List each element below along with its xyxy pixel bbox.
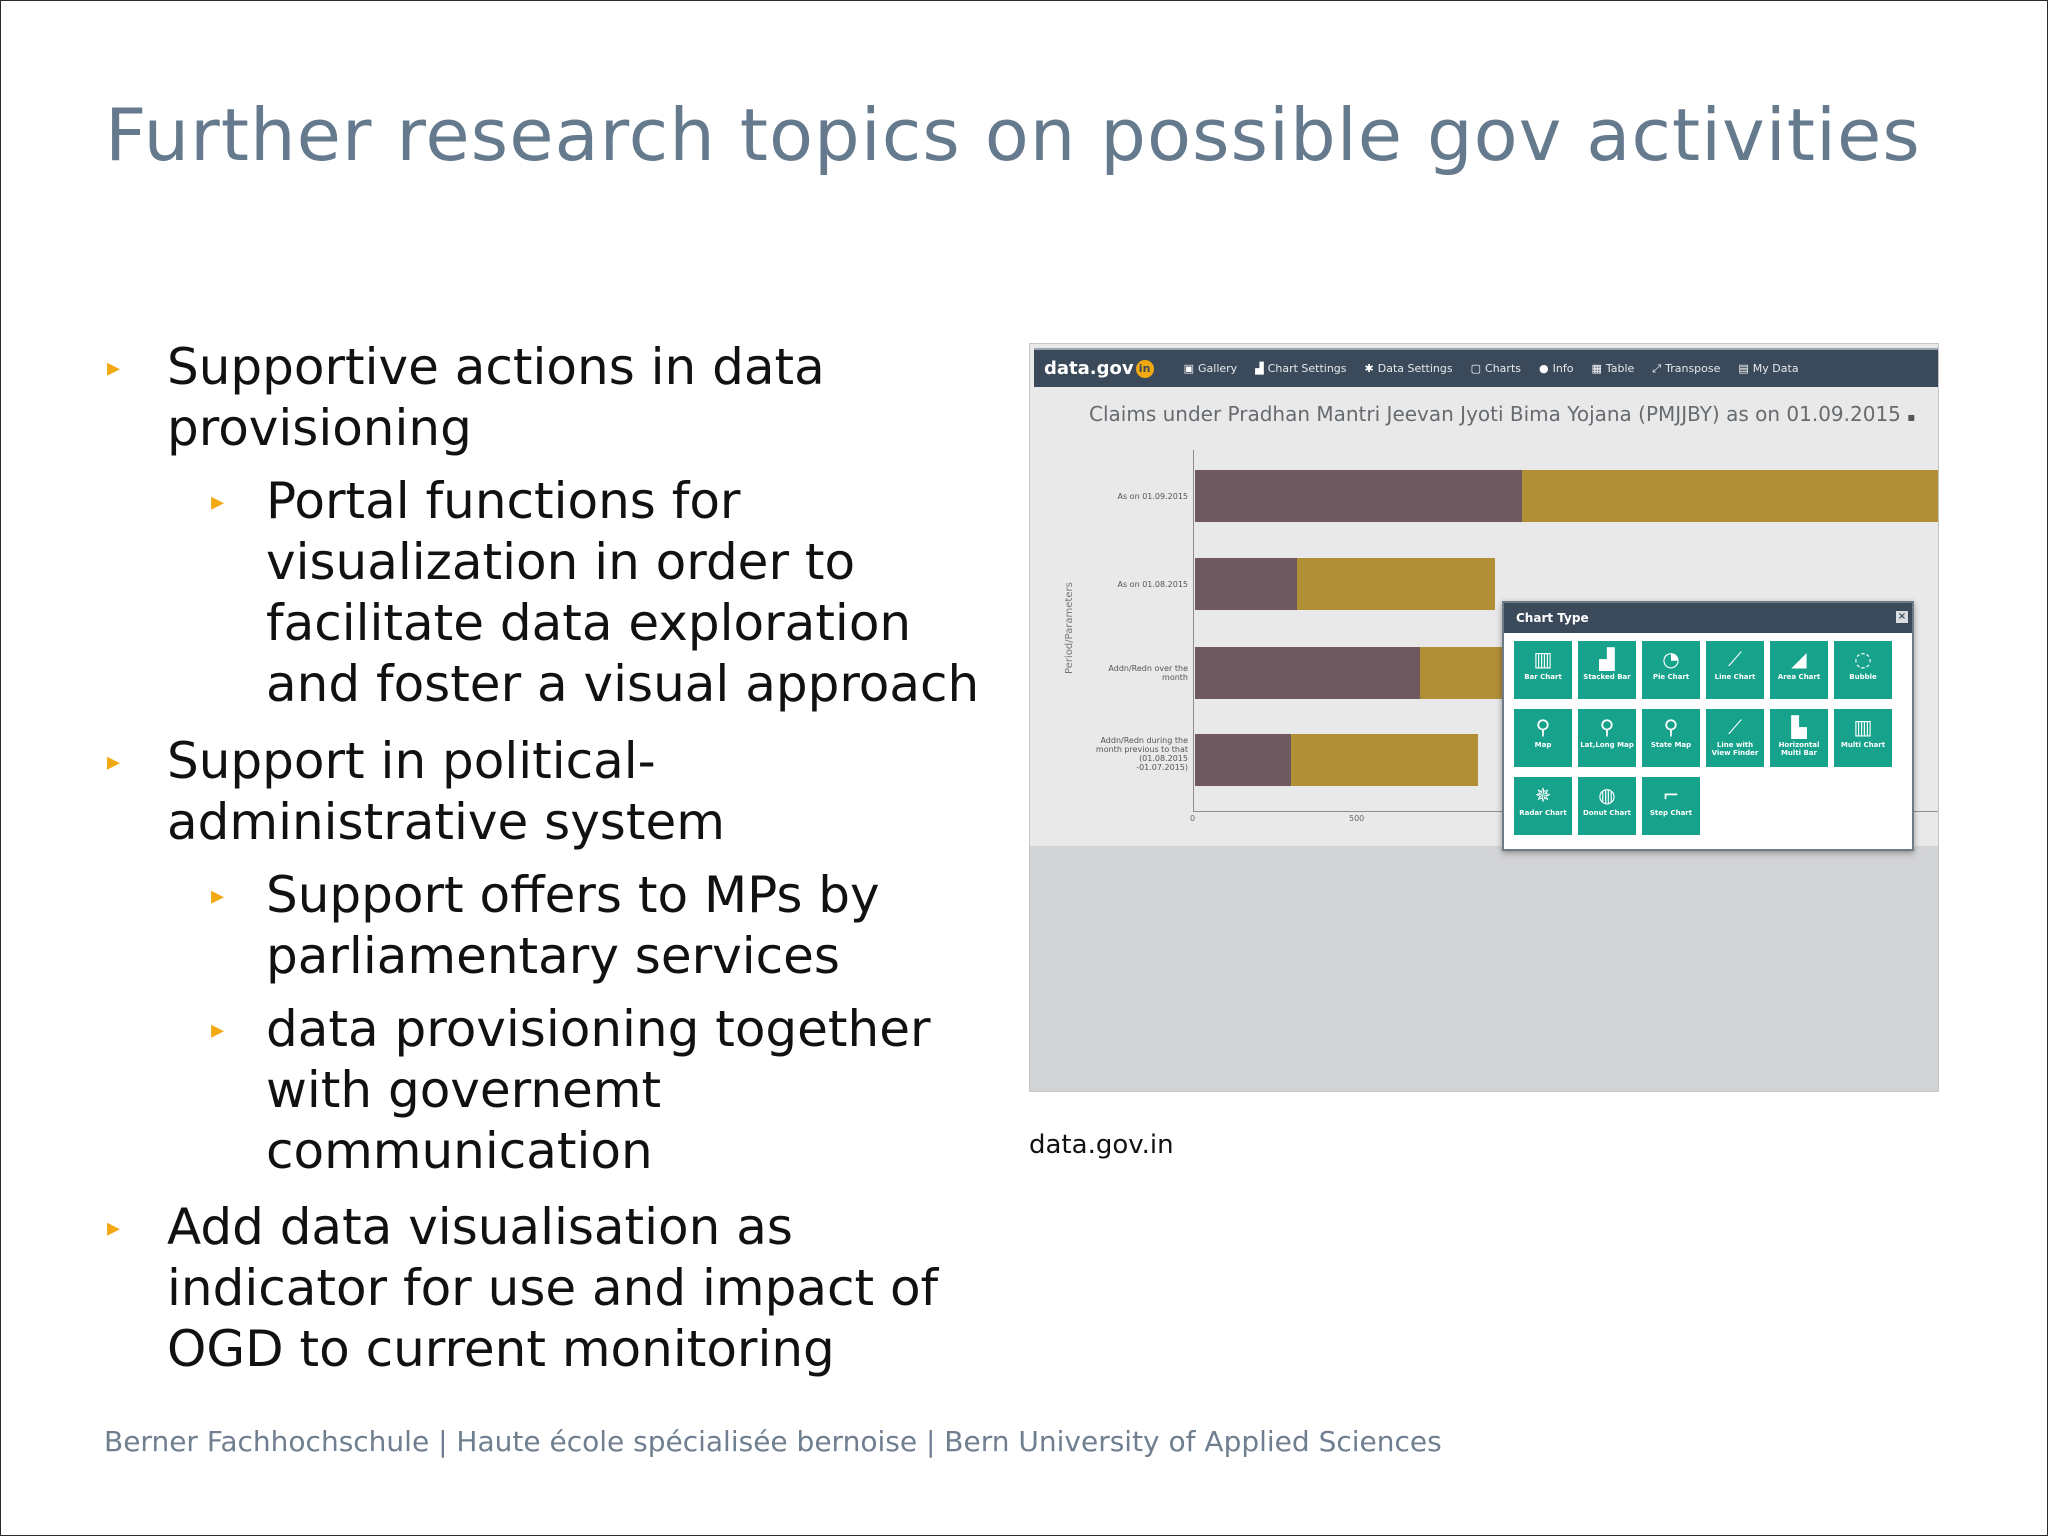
bullet-list — [1, 1, 1001, 1401]
dialog-header — [1504, 603, 1912, 633]
tile-label: Pie Chart — [1652, 673, 1690, 681]
bullet-marker-icon: ▸ — [211, 1015, 225, 1045]
nav-item-charts[interactable] — [1471, 362, 1521, 375]
bar-chart-icon: ▥ — [1533, 647, 1553, 671]
map-pin-icon: ⚲ — [1535, 715, 1551, 739]
nav-label: My Data — [1752, 362, 1799, 375]
tile-label: Donut Chart — [1582, 809, 1631, 817]
bar-segment — [1195, 558, 1297, 610]
tile-label: Step Chart — [1649, 809, 1693, 817]
row-label: Addn/Redn during the month previous to that (01.08.2015 -01.07.2015) — [1095, 736, 1188, 772]
tile-donut-chart[interactable] — [1578, 777, 1636, 835]
bullet-item — [211, 999, 931, 1182]
row-label: Addn/Redn over the month — [1108, 664, 1188, 682]
screenshot-chart-title — [1089, 402, 1915, 426]
bar-row[interactable] — [1195, 558, 1495, 610]
row-label: As on 01.08.2015 — [1117, 580, 1188, 589]
x-tick-label: 0 — [1190, 814, 1196, 823]
image-caption: data.gov.in — [1029, 1130, 1174, 1160]
tile-line-chart[interactable] — [1706, 641, 1764, 699]
bar-segment — [1195, 647, 1420, 699]
download-icon[interactable]: ▪ — [1907, 410, 1916, 424]
tile-state-map[interactable] — [1642, 709, 1700, 767]
close-icon[interactable]: × — [1897, 611, 1907, 622]
bar-segment — [1291, 734, 1478, 786]
nav-item-table[interactable] — [1591, 362, 1634, 375]
row-label: As on 01.09.2015 — [1117, 492, 1188, 501]
tile-label: State Map — [1650, 741, 1692, 749]
table-icon: ▦ — [1591, 362, 1602, 375]
screenshot-navbar — [1034, 348, 1938, 387]
tile-line-view-finder[interactable] — [1706, 709, 1764, 767]
chart-settings-icon: ▟ — [1255, 362, 1264, 375]
nav-item-info[interactable] — [1539, 362, 1573, 375]
map-pin-icon: ⚲ — [1663, 715, 1679, 739]
bullet-item — [107, 731, 725, 853]
bar-row[interactable] — [1195, 734, 1478, 786]
my-data-icon: ▤ — [1738, 362, 1749, 375]
bullet-marker-icon: ▸ — [211, 881, 225, 911]
x-tick-label: 500 — [1349, 814, 1365, 823]
area-chart-icon: ◢ — [1791, 647, 1807, 671]
bar-segment — [1297, 558, 1495, 610]
tile-horizontal-multi-bar[interactable] — [1770, 709, 1828, 767]
tile-multi-chart[interactable] — [1834, 709, 1892, 767]
tile-bubble[interactable] — [1834, 641, 1892, 699]
tile-label: Line with View Finder — [1711, 741, 1759, 757]
bubble-icon: ◌ — [1854, 647, 1872, 671]
step-chart-icon: ⌐ — [1662, 783, 1680, 807]
nav-label: Chart Settings — [1267, 362, 1347, 375]
info-icon: ● — [1539, 362, 1549, 375]
nav-item-gallery[interactable] — [1184, 362, 1238, 375]
tile-lat-long-map[interactable] — [1578, 709, 1636, 767]
bullet-item — [211, 471, 980, 715]
nav-item-chart-settings[interactable] — [1255, 362, 1346, 375]
nav-label: Gallery — [1198, 362, 1238, 375]
radar-chart-icon: ✵ — [1534, 783, 1552, 807]
tile-label: Stacked Bar — [1583, 673, 1631, 681]
donut-chart-icon: ◍ — [1598, 783, 1616, 807]
bullet-text: Supportive actions in data provisioning — [167, 338, 825, 457]
charts-icon: ▢ — [1470, 362, 1482, 375]
tile-label: Map — [1534, 741, 1552, 749]
bullet-item — [107, 337, 825, 459]
bar-segment — [1195, 470, 1522, 522]
bullet-item — [211, 865, 880, 987]
tile-label: Radar Chart — [1519, 809, 1567, 817]
tile-radar-chart[interactable] — [1514, 777, 1572, 835]
bullet-text: Support offers to MPs by parliamentary services — [266, 866, 880, 985]
y-axis-line — [1193, 450, 1194, 812]
chart-type-dialog — [1502, 601, 1914, 851]
bar-segment — [1522, 470, 1938, 522]
bullet-item — [107, 1197, 939, 1380]
nav-item-my-data[interactable] — [1738, 362, 1798, 375]
tile-label: Area Chart — [1777, 673, 1821, 681]
tile-label: Line Chart — [1714, 673, 1756, 681]
nav-label: Data Settings — [1377, 362, 1453, 375]
footer: Berner Fachhochschule | Haute école spécialisée bernoise | Bern University of Applied Sciences — [104, 1425, 1442, 1458]
logo-text: data.gov — [1044, 358, 1134, 379]
slide-title: Further research topics on possible gov activities — [105, 93, 1921, 177]
nav-item-data-settings[interactable] — [1365, 362, 1453, 375]
dialog-title: Chart Type — [1516, 611, 1589, 625]
gear-icon: ✱ — [1364, 362, 1374, 375]
bullet-text: Support in political- administrative system — [167, 732, 725, 851]
nav-label: Transpose — [1665, 362, 1721, 375]
transpose-icon: ⤢ — [1652, 361, 1662, 375]
tile-step-chart[interactable] — [1642, 777, 1700, 835]
y-axis-label: Period/Parameters — [1064, 582, 1075, 674]
multi-chart-icon: ▥ — [1853, 715, 1873, 739]
tile-pie-chart[interactable] — [1642, 641, 1700, 699]
bullet-text: Portal functions for visualization in order to facilitate data exploration and foster a visual approach — [266, 472, 980, 713]
nav-label: Table — [1605, 362, 1635, 375]
bullet-marker-icon: ▸ — [211, 487, 225, 517]
bullet-marker-icon: ▸ — [107, 1213, 121, 1243]
tile-label: Bubble — [1849, 673, 1877, 681]
bullet-text: data provisioning together with governemt communication — [266, 1000, 931, 1180]
tile-area-chart[interactable] — [1770, 641, 1828, 699]
bullet-marker-icon: ▸ — [107, 747, 121, 777]
bar-row[interactable] — [1195, 470, 1938, 522]
embedded-screenshot — [1029, 343, 1939, 1092]
view-finder-icon: ⟋ — [1728, 715, 1742, 739]
nav-label: Charts — [1485, 362, 1521, 375]
nav-item-transpose[interactable] — [1652, 362, 1720, 376]
chart-title-text: Claims under Pradhan Mantri Jeevan Jyoti Bima Yojana (PMJJBY) as on 01.09.2015 — [1089, 402, 1901, 426]
tile-bar-chart[interactable] — [1514, 641, 1572, 699]
tile-label: Lat,Long Map — [1580, 741, 1634, 749]
pie-chart-icon: ◔ — [1662, 647, 1680, 671]
map-pin-icon: ⚲ — [1599, 715, 1615, 739]
logo-badge-icon: in — [1136, 360, 1154, 378]
tile-label: Multi Chart — [1840, 741, 1886, 749]
bullet-text: Add data visualisation as indicator for use and impact of OGD to current monitoring — [167, 1198, 939, 1378]
stacked-bar-icon: ▟ — [1599, 647, 1615, 671]
tile-stacked-bar[interactable] — [1578, 641, 1636, 699]
tile-label: Horizontal Multi Bar — [1778, 741, 1820, 757]
tile-label: Bar Chart — [1524, 673, 1562, 681]
horizontal-bar-icon: ▙ — [1791, 715, 1807, 739]
bar-segment — [1195, 734, 1291, 786]
line-chart-icon: ⟋ — [1728, 647, 1742, 671]
tile-map[interactable] — [1514, 709, 1572, 767]
nav-label: Info — [1552, 362, 1574, 375]
bullet-marker-icon: ▸ — [107, 353, 121, 383]
data-gov-logo — [1044, 358, 1154, 379]
gallery-icon: ▣ — [1183, 362, 1195, 375]
